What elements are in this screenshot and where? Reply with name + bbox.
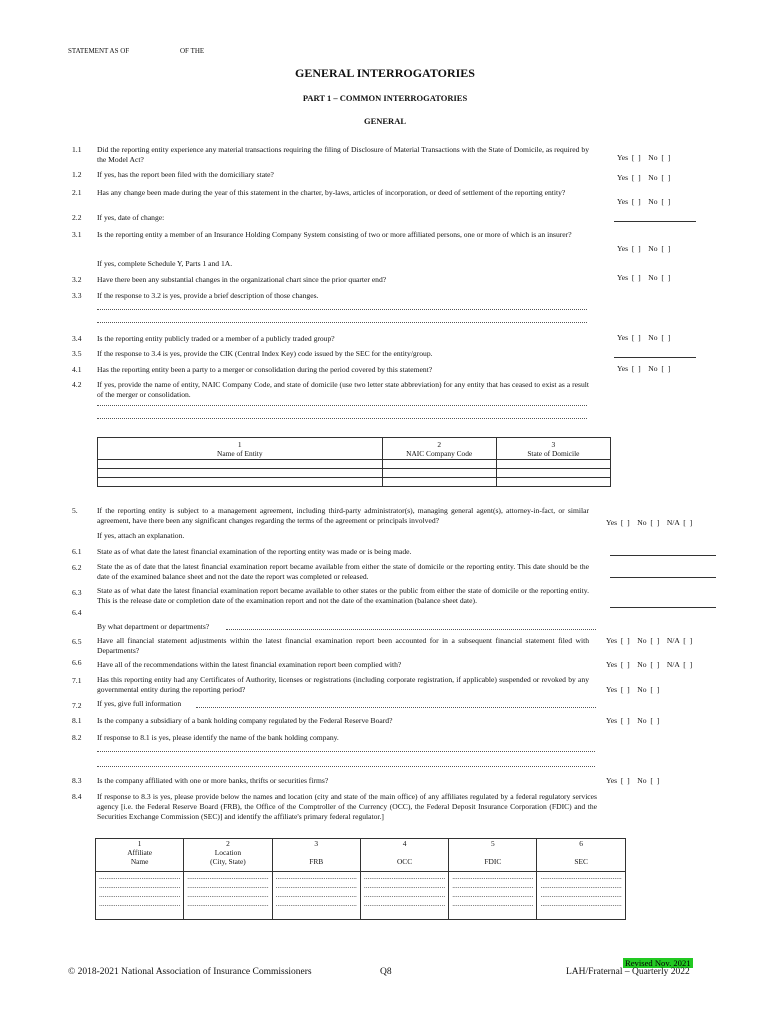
merged-entity-table <box>97 437 611 487</box>
q8-2-line-2[interactable] <box>97 765 595 767</box>
entity-col-1-header: 1 Name of Entity <box>98 438 383 460</box>
q6-6-number: 6.6 <box>72 658 82 667</box>
affiliate-sec-cell[interactable]: ............................................ ............................................ ............................................ ............................................ <box>537 872 625 920</box>
q7-1-number: 7.1 <box>72 676 82 685</box>
q3-1-text: Is the reporting entity a member of an Insurance Holding Company System consisting of two or more affiliated persons, one or more of which is an insurer? <box>97 230 572 239</box>
affiliate-fdic-cell[interactable]: ............................................ ............................................ ............................................ ............................................ <box>449 872 537 920</box>
affiliate-frb-cell[interactable]: ............................................ ............................................ ............................................ ............................................ <box>272 872 360 920</box>
q2-1-text: Has any change been made during the year of this statement in the charter, by-laws, articles of incorporation, or deed of settlement of the reporting entity? <box>97 188 566 197</box>
q5-note: If yes, attach an explanation. <box>97 531 185 540</box>
entity-col-2-header: 2 NAIC Company Code <box>382 438 496 460</box>
q3-2-text: Have there been any substantial changes in the organizational chart since the prior quarter end? <box>97 275 387 284</box>
statement-as-of-label: STATEMENT AS OF <box>68 47 130 55</box>
affiliate-col-1-header: 1 Affiliate Name <box>96 839 184 872</box>
q3-4-text: Is the reporting entity publicly traded or a member of a publicly traded group? <box>97 334 335 343</box>
q7-2-number: 7.2 <box>72 701 82 710</box>
q8-2-number: 8.2 <box>72 733 82 742</box>
q5-text: If the reporting entity is subject to a management agreement, including third-party administrator(s), managing general agent(s), attorney-in-fact, or similar agreement, have there been any significant changes regarding the terms of the agreement or principals involved? <box>97 506 589 525</box>
q1-1-number: 1.1 <box>72 145 82 154</box>
q3-4-number: 3.4 <box>72 334 82 343</box>
q6-1-number: 6.1 <box>72 547 82 556</box>
q5-answer[interactable]: Yes [ ] No [ ] N/A [ ] <box>606 518 693 527</box>
q4-1-number: 4.1 <box>72 365 82 374</box>
q2-2-text: If yes, date of change: <box>97 213 165 222</box>
q4-2-number: 4.2 <box>72 380 82 389</box>
of-the-label: OF THE <box>180 47 205 55</box>
q3-1-note: If yes, complete Schedule Y, Parts 1 and 1A. <box>97 259 233 268</box>
q8-2-line-1[interactable] <box>97 750 595 752</box>
q5-number: 5. <box>72 506 78 515</box>
table-row[interactable] <box>98 469 611 478</box>
q6-5-answer[interactable]: Yes [ ] No [ ] N/A [ ] <box>606 636 693 645</box>
revised-badge: Revised Nov. 2021 <box>625 958 691 968</box>
q1-1-answer[interactable]: Yes [ ] No [ ] <box>617 153 671 162</box>
q3-5-text: If the response to 3.4 is yes, provide the CIK (Central Index Key) code issued by the SEC for the entity/group. <box>97 349 433 358</box>
q6-4-text: By what department or departments? <box>97 622 210 631</box>
table-row[interactable] <box>96 872 626 920</box>
q8-1-number: 8.1 <box>72 716 82 725</box>
q6-6-text: Have all of the recommendations within the latest financial examination report been complied with? <box>97 660 402 669</box>
page-title: GENERAL INTERROGATORIES <box>295 66 475 80</box>
q3-2-answer[interactable]: Yes [ ] No [ ] <box>617 273 671 282</box>
q8-3-answer[interactable]: Yes [ ] No [ ] <box>606 776 660 785</box>
q1-2-answer[interactable]: Yes [ ] No [ ] <box>617 173 671 182</box>
q8-2-text: If response to 8.1 is yes, please identify the name of the bank holding company. <box>97 733 339 742</box>
q6-3-date-field[interactable] <box>610 606 716 608</box>
table-row[interactable] <box>98 460 611 469</box>
part-title: PART 1 – COMMON INTERROGATORIES <box>302 93 468 103</box>
q8-3-number: 8.3 <box>72 776 82 785</box>
q1-1-text: Did the reporting entity experience any material transactions requiring the filing of Disclosure of Material Transactions with the State of Domicile, as required by the Model Act? <box>97 145 589 164</box>
q2-2-date-field[interactable] <box>614 220 696 222</box>
q3-3-line-2[interactable] <box>97 321 587 323</box>
q4-1-answer[interactable]: Yes [ ] No [ ] <box>617 364 671 373</box>
q7-1-text: Has this reporting entity had any Certificates of Authority, licenses or registrations (including corporate registration, if applicable) suspended or revoked by any governmental entity during the reporting period? <box>97 675 589 694</box>
q4-2-line-1[interactable] <box>97 404 587 406</box>
q3-5-number: 3.5 <box>72 349 82 358</box>
form-label: LAH/Fraternal – Quarterly 2022 <box>566 967 690 977</box>
q2-2-number: 2.2 <box>72 213 82 222</box>
q6-2-date-field[interactable] <box>610 576 716 578</box>
q6-3-number: 6.3 <box>72 588 82 597</box>
q7-2-line[interactable] <box>196 706 596 708</box>
q7-1-answer[interactable]: Yes [ ] No [ ] <box>606 685 660 694</box>
q3-2-number: 3.2 <box>72 275 82 284</box>
q8-1-answer[interactable]: Yes [ ] No [ ] <box>606 716 660 725</box>
q4-2-line-2[interactable] <box>97 417 587 419</box>
q6-4-number: 6.4 <box>72 608 82 617</box>
affiliate-location-cell[interactable]: ............................................ ............................................ ............................................ ............................................ <box>184 872 272 920</box>
q1-2-text: If yes, has the report been filed with the domiciliary state? <box>97 170 274 179</box>
section-title: GENERAL <box>363 116 407 126</box>
q8-4-number: 8.4 <box>72 792 82 801</box>
affiliate-occ-cell[interactable]: ............................................ ............................................ ............................................ ............................................ <box>360 872 448 920</box>
affiliate-col-5-header: 5 FDIC <box>449 839 537 872</box>
affiliate-col-6-header: 6 SEC <box>537 839 625 872</box>
q6-4-line[interactable] <box>226 628 596 630</box>
affiliate-col-2-header: 2 Location (City, State) <box>184 839 272 872</box>
affiliate-name-cell[interactable]: ............................................ ............................................ ............................................ ............................................ <box>96 872 184 920</box>
q6-5-text: Have all financial statement adjustments within the latest financial examination report been accounted for in a subsequent financial statement filed with Departments? <box>97 636 589 655</box>
q8-3-text: Is the company affiliated with one or more banks, thrifts or securities firms? <box>97 776 329 785</box>
q3-3-line-1[interactable] <box>97 308 587 310</box>
q3-5-cik-field[interactable] <box>614 356 696 358</box>
q4-1-text: Has the reporting entity been a party to a merger or consolidation during the period covered by this statement? <box>97 365 433 374</box>
q8-1-text: Is the company a subsidiary of a bank holding company regulated by the Federal Reserve Board? <box>97 716 393 725</box>
page-number: Q8 <box>380 967 392 977</box>
table-row[interactable] <box>98 478 611 487</box>
affiliate-col-4-header: 4 OCC <box>360 839 448 872</box>
copyright: © 2018-2021 National Association of Insurance Commissioners <box>68 967 312 977</box>
affiliate-table <box>95 838 626 920</box>
affiliate-col-3-header: 3 FRB <box>272 839 360 872</box>
q3-4-answer[interactable]: Yes [ ] No [ ] <box>617 333 671 342</box>
q6-1-text: State as of what date the latest financial examination of the reporting entity was made or is being made. <box>97 547 412 556</box>
q1-2-number: 1.2 <box>72 170 82 179</box>
q6-3-text: State as of what date the latest financial examination report became available to other states or the public from either the state of domicile or the reporting entity. This is the release date or completion date of the examination report and not the date of the examination (balance sheet date). <box>97 586 589 605</box>
q3-3-number: 3.3 <box>72 291 82 300</box>
q6-6-answer[interactable]: Yes [ ] No [ ] N/A [ ] <box>606 660 693 669</box>
q3-3-text: If the response to 3.2 is yes, provide a brief description of those changes. <box>97 291 319 300</box>
q6-5-number: 6.5 <box>72 637 82 646</box>
q8-4-text: If response to 8.3 is yes, please provide below the names and location (city and state of the main office) of any affiliates regulated by a federal regulatory services agency [i.e. the Federal Reserve Board (FRB), the Office of the Comptroller of the Currency (OCC), the Federal Deposit Insurance Corporation (FDIC) and the Securities Exchange Commission (SEC)] and identify the affiliate's primary federal regulator.] <box>97 792 597 821</box>
entity-col-3-header: 3 State of Domicile <box>496 438 610 460</box>
q2-1-answer[interactable]: Yes [ ] No [ ] <box>617 197 671 206</box>
q3-1-answer[interactable]: Yes [ ] No [ ] <box>617 244 671 253</box>
q2-1-number: 2.1 <box>72 188 82 197</box>
q4-2-text: If yes, provide the name of entity, NAIC Company Code, and state of domicile (use two letter state abbreviation) for any entity that has ceased to exist as a result of the merger or consolidation. <box>97 380 589 399</box>
q3-1-number: 3.1 <box>72 230 82 239</box>
q6-2-text: State the as of date that the latest financial examination report became available from either the state of domicile or the reporting entity. This date should be the date of the examined balance sheet and not the date the report was completed or released. <box>97 562 589 581</box>
q7-2-text: If yes, give full information <box>97 699 182 708</box>
q6-2-number: 6.2 <box>72 563 82 572</box>
q6-1-date-field[interactable] <box>610 554 716 556</box>
